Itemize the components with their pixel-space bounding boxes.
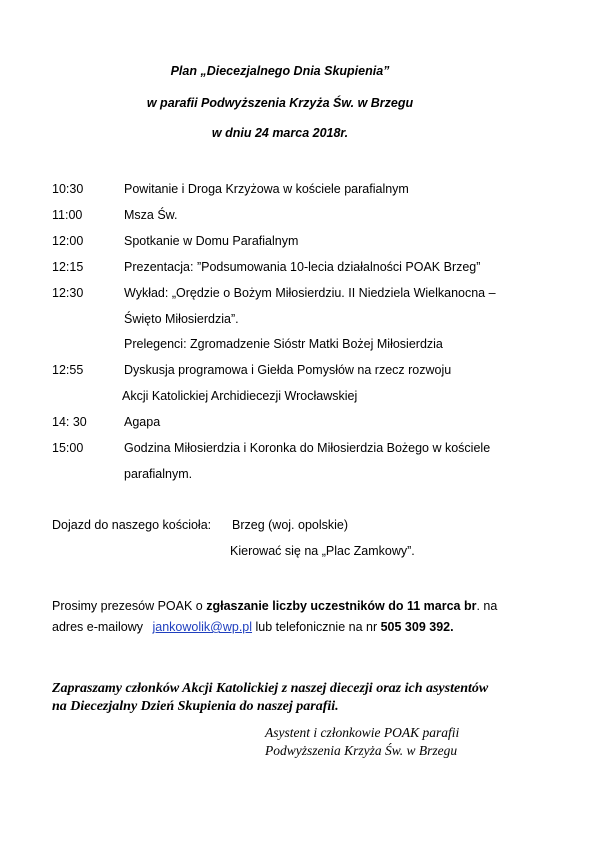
- signature: [265, 724, 585, 760]
- request-line-1: [52, 599, 497, 613]
- schedule-time: 14: 30: [52, 415, 87, 429]
- directions-label: Dojazd do naszego kościoła:: [52, 518, 212, 532]
- schedule-desc: Prezentacja: ”Podsumowania 10-lecia działalności POAK Brzeg”: [124, 260, 481, 274]
- directions-hint: Kierować się na „Plac Zamkowy”.: [230, 544, 415, 558]
- signature-line: Asystent i członkowie POAK parafii: [265, 725, 460, 740]
- schedule-desc: Dyskusja programowa i Giełda Pomysłów na rzecz rozwoju: [124, 363, 452, 377]
- phone-number: 505 309 392.: [380, 620, 454, 634]
- schedule-desc: Godzina Miłosierdzia i Koronka do Miłosierdzia Bożego w kościele: [124, 441, 491, 455]
- directions-place: Brzeg (woj. opolskie): [232, 518, 349, 532]
- schedule-desc: Wykład: „Orędzie o Bożym Miłosierdziu. II Niedziela Wielkanocna –: [124, 286, 496, 300]
- request-text: lub telefonicznie na nr: [252, 620, 381, 634]
- request-text: Prosimy prezesów POAK o: [52, 599, 207, 613]
- closing-line: na Diecezjalny Dzień Skupienia do naszej parafii.: [52, 699, 339, 714]
- email-link[interactable]: jankowolik@wp.pl: [152, 620, 253, 634]
- schedule-time: 10:30: [52, 182, 84, 196]
- request-text: adres e-mailowy: [52, 620, 147, 634]
- signature-line: Podwyższenia Krzyża Św. w Brzegu: [265, 743, 458, 758]
- request-line-2: [52, 620, 454, 634]
- request-deadline: zgłaszanie liczby uczestników do 11 marca br: [206, 599, 477, 613]
- header-parish: w parafii Podwyższenia Krzyża Św. w Brzegu: [146, 96, 414, 110]
- schedule-desc: parafialnym.: [124, 467, 193, 481]
- schedule-time: 12:30: [52, 286, 84, 300]
- schedule-desc: Akcji Katolickiej Archidiecezji Wrocławskiej: [122, 389, 358, 403]
- closing-invitation: [52, 680, 572, 716]
- closing-line: Zapraszamy członków Akcji Katolickiej z naszej diecezji oraz ich asystentów: [52, 681, 489, 696]
- schedule-desc: Prelegenci: Zgromadzenie Sióstr Matki Bożej Miłosierdzia: [124, 337, 443, 351]
- schedule-desc: Spotkanie w Domu Parafialnym: [124, 234, 299, 248]
- schedule-desc: Powitanie i Droga Krzyżowa w kościele parafialnym: [124, 182, 409, 196]
- header-title: Plan „Diecezjalnego Dnia Skupienia”: [170, 64, 390, 78]
- schedule-desc: Agapa: [124, 415, 161, 429]
- schedule-desc: Święto Miłosierdzia”.: [124, 312, 239, 326]
- header-date: w dniu 24 marca 2018r.: [211, 126, 349, 140]
- schedule-time: 12:00: [52, 234, 84, 248]
- schedule-time: 12:55: [52, 363, 84, 377]
- schedule-time: 12:15: [52, 260, 84, 274]
- schedule-desc: Msza Św.: [124, 208, 178, 222]
- schedule-time: 15:00: [52, 441, 84, 455]
- request-text: . na: [476, 599, 498, 613]
- schedule-time: 11:00: [52, 208, 83, 222]
